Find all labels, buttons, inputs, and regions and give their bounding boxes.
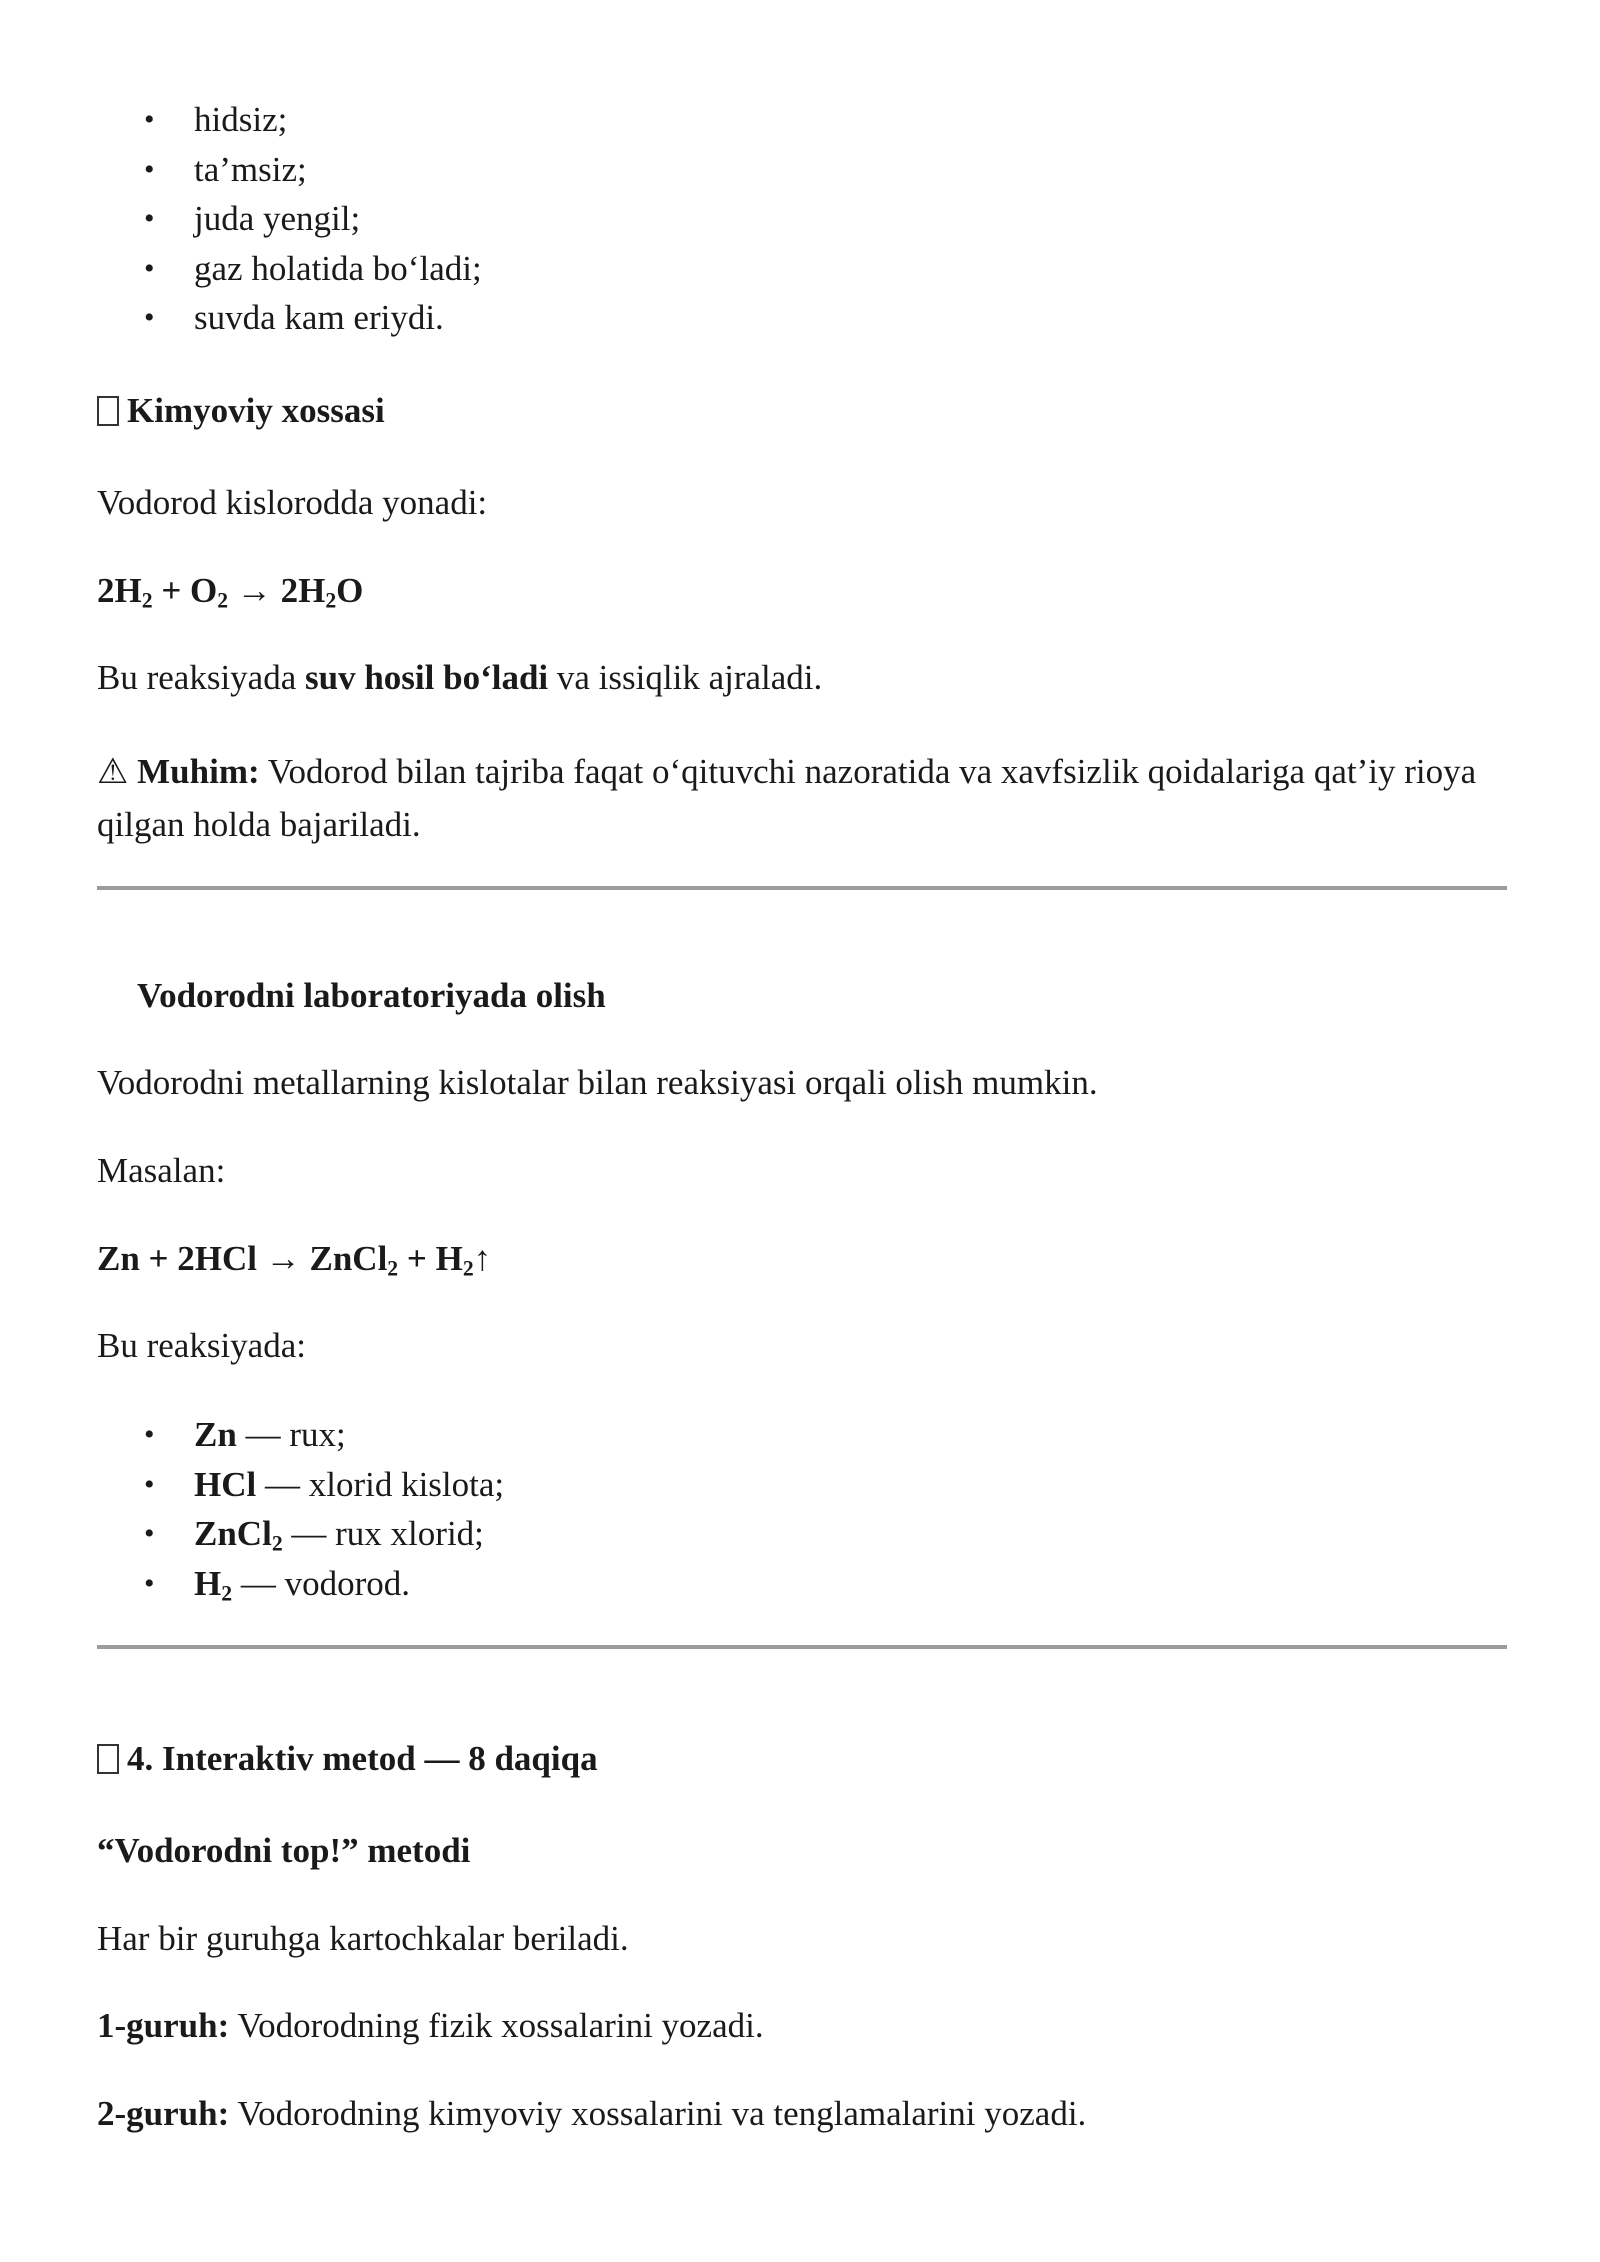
list-item: • ta’msiz; xyxy=(97,145,482,195)
bullet-icon: • xyxy=(144,103,155,136)
missing-glyph-icon xyxy=(97,396,119,426)
reaction-intro: Bu reaksiyada: xyxy=(97,1326,306,1365)
list-item: • Zn — rux; xyxy=(97,1410,504,1460)
method-title: “Vodorodni top!” metodi xyxy=(97,1831,471,1870)
chem-intro: Vodorod kislorodda yonadi: xyxy=(97,483,488,522)
bullet-icon: • xyxy=(144,1517,155,1550)
missing-glyph-icon xyxy=(97,1744,119,1774)
important-note: ⚠ Muhim: Vodorod bilan tajriba faqat o‘qituvchi nazoratida va xavfsizlik qoidalariga qat’iy rioya qilgan holda bajariladi. xyxy=(97,752,1477,844)
group1-text: 1-guruh: Vodorodning fizik xossalarini yozadi. xyxy=(97,2006,764,2045)
list-item: • $H_2$ — vodorod. xyxy=(97,1559,504,1609)
list-item: • hidsiz; xyxy=(97,95,482,145)
list-item: • gaz holatida bo‘ladi; xyxy=(97,244,482,294)
bullet-icon: • xyxy=(144,301,155,334)
reactants-list xyxy=(97,1410,504,1608)
bullet-icon: • xyxy=(144,1566,155,1600)
reaction-text: Bu reaksiyada suv hosil bo‘ladi va issiqlik ajraladi. xyxy=(97,658,823,697)
method-intro: Har bir guruhga kartochkalar beriladi. xyxy=(97,1919,629,1958)
divider xyxy=(97,1645,1507,1649)
section4-heading: 4. Interaktiv metod — 8 daqiqa xyxy=(97,1738,598,1780)
example-label: Masalan: xyxy=(97,1151,226,1190)
bullet-icon: • xyxy=(144,251,155,285)
group2-text: 2-guruh: Vodorodning kimyoviy xossalarini va tenglamalarini yozadi. xyxy=(97,2094,1087,2133)
bullet-icon: • xyxy=(144,1467,155,1501)
equation-zinc: Zn + 2HCl → ZnCl$_2$ + $H_2↑$ xyxy=(97,1239,492,1281)
properties-list xyxy=(97,95,482,343)
lab-intro: Vodorodni metallarning kislotalar bilan reaksiyasi orqali olish mumkin. xyxy=(97,1063,1098,1102)
chem-heading: Kimyoviy xossasi xyxy=(97,390,385,432)
divider xyxy=(97,886,1507,890)
list-item: • ZnCl$_2$ — rux xlorid; xyxy=(97,1509,504,1559)
bullet-icon: • xyxy=(144,152,155,186)
list-item: • juda yengil; xyxy=(97,194,482,244)
equation-combustion: $2H_2 + O_2 \to 2H_2O$ xyxy=(97,571,364,613)
bullet-icon: • xyxy=(144,202,155,235)
list-item: • HCl — xlorid kislota; xyxy=(97,1460,504,1510)
lab-heading: Vodorodni laboratoriyada olish xyxy=(137,976,606,1015)
list-item: • suvda kam eriydi. xyxy=(97,293,482,343)
bullet-icon: • xyxy=(144,1418,155,1451)
warning-icon: ⚠ xyxy=(97,752,129,791)
